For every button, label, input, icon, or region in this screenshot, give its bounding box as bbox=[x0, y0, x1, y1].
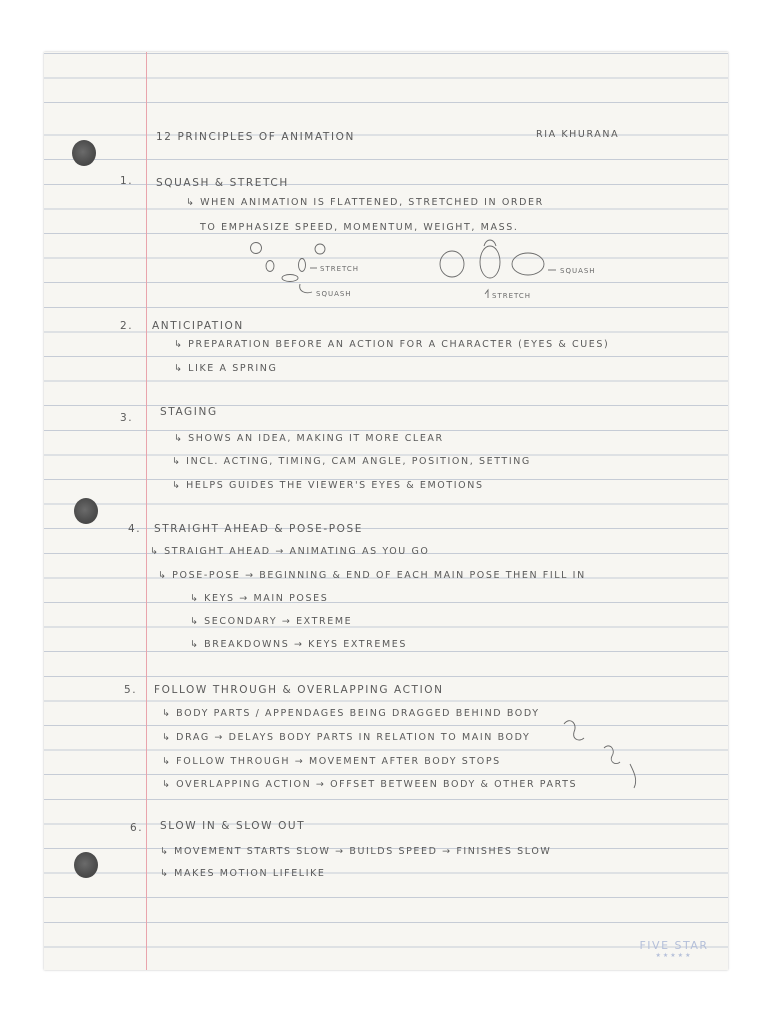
note-line: ↳ DRAG → DELAYS BODY PARTS IN RELATION TO MAIN BODY bbox=[162, 732, 531, 743]
ball-sketch bbox=[251, 243, 262, 254]
note-line: ↳ BREAKDOWNS → KEYS EXTREMES bbox=[190, 639, 408, 650]
section-heading: STRAIGHT AHEAD & POSE-POSE bbox=[154, 523, 364, 535]
note-line: ↳ STRAIGHT AHEAD → ANIMATING AS YOU GO bbox=[150, 546, 430, 557]
note-line: ↳ BODY PARTS / APPENDAGES BEING DRAGGED BEHIND BODY bbox=[162, 708, 540, 719]
notebook-page bbox=[44, 52, 728, 970]
author-name: RIA KHURANA bbox=[536, 129, 620, 140]
note-line: ↳ POSE-POSE → BEGINNING & END OF EACH MAIN POSE THEN FILL IN bbox=[158, 570, 586, 581]
section-number: 1. bbox=[120, 175, 134, 187]
page-title: 12 PRINCIPLES OF ANIMATION bbox=[156, 131, 355, 143]
section-heading: ANTICIPATION bbox=[152, 320, 244, 332]
section-heading: FOLLOW THROUGH & OVERLAPPING ACTION bbox=[154, 684, 444, 696]
follow-through-sketch bbox=[604, 746, 620, 764]
section-heading: STAGING bbox=[160, 406, 218, 418]
section-number: 6. bbox=[130, 822, 144, 834]
note-line: ↳ MOVEMENT STARTS SLOW → BUILDS SPEED → FINISHES SLOW bbox=[160, 846, 552, 857]
sketch-label: SQUASH bbox=[560, 267, 596, 275]
sketch-label: SQUASH bbox=[316, 290, 352, 298]
note-line: ↳ WHEN ANIMATION IS FLATTENED, STRETCHED IN ORDER bbox=[186, 197, 544, 208]
note-line: ↳ INCL. ACTING, TIMING, CAM ANGLE, POSITION, SETTING bbox=[172, 456, 531, 467]
character-sketch bbox=[440, 251, 464, 277]
sketch-label: STRETCH bbox=[320, 265, 360, 273]
note-line: ↳ OVERLAPPING ACTION → OFFSET BETWEEN BODY & OTHER PARTS bbox=[162, 779, 578, 790]
character-sketch bbox=[512, 253, 544, 275]
section-number: 3. bbox=[120, 412, 134, 424]
arrow-sketch bbox=[300, 284, 312, 293]
section-number: 4. bbox=[128, 523, 142, 535]
note-line: ↳ SHOWS AN IDEA, MAKING IT MORE CLEAR bbox=[174, 433, 444, 444]
section-number: 5. bbox=[124, 684, 138, 696]
character-sketch bbox=[480, 246, 500, 278]
section-heading: SLOW IN & SLOW OUT bbox=[160, 820, 306, 832]
note-line: ↳ FOLLOW THROUGH → MOVEMENT AFTER BODY STOPS bbox=[162, 756, 501, 767]
squash-stretch-sketch bbox=[44, 52, 728, 970]
section-heading: SQUASH & STRETCH bbox=[156, 177, 289, 189]
note-line: TO EMPHASIZE SPEED, MOMENTUM, WEIGHT, MASS. bbox=[200, 222, 519, 233]
ball-sketch bbox=[266, 261, 274, 272]
note-line: ↳ SECONDARY → EXTREME bbox=[190, 616, 353, 627]
follow-through-sketch bbox=[630, 764, 636, 788]
ball-sketch bbox=[282, 275, 298, 282]
section-number: 2. bbox=[120, 320, 134, 332]
sketch-label: STRETCH bbox=[492, 292, 532, 300]
note-line: ↳ KEYS → MAIN POSES bbox=[190, 593, 329, 604]
note-line: ↳ MAKES MOTION LIFELIKE bbox=[160, 868, 326, 879]
arrow-sketch bbox=[485, 290, 488, 298]
note-line: ↳ HELPS GUIDES THE VIEWER'S EYES & EMOTIONS bbox=[172, 480, 484, 491]
brand-stars: ★★★★★ bbox=[655, 952, 693, 959]
note-line: ↳ PREPARATION BEFORE AN ACTION FOR A CHARACTER (EYES & CUES) bbox=[174, 339, 610, 350]
brand-logo bbox=[634, 939, 714, 959]
ball-sketch bbox=[315, 244, 325, 254]
character-sketch bbox=[484, 240, 496, 246]
note-line: ↳ LIKE A SPRING bbox=[174, 363, 278, 374]
ball-sketch bbox=[299, 259, 306, 272]
follow-through-sketch bbox=[564, 721, 584, 740]
brand-name: FIVE STAR bbox=[639, 939, 709, 952]
